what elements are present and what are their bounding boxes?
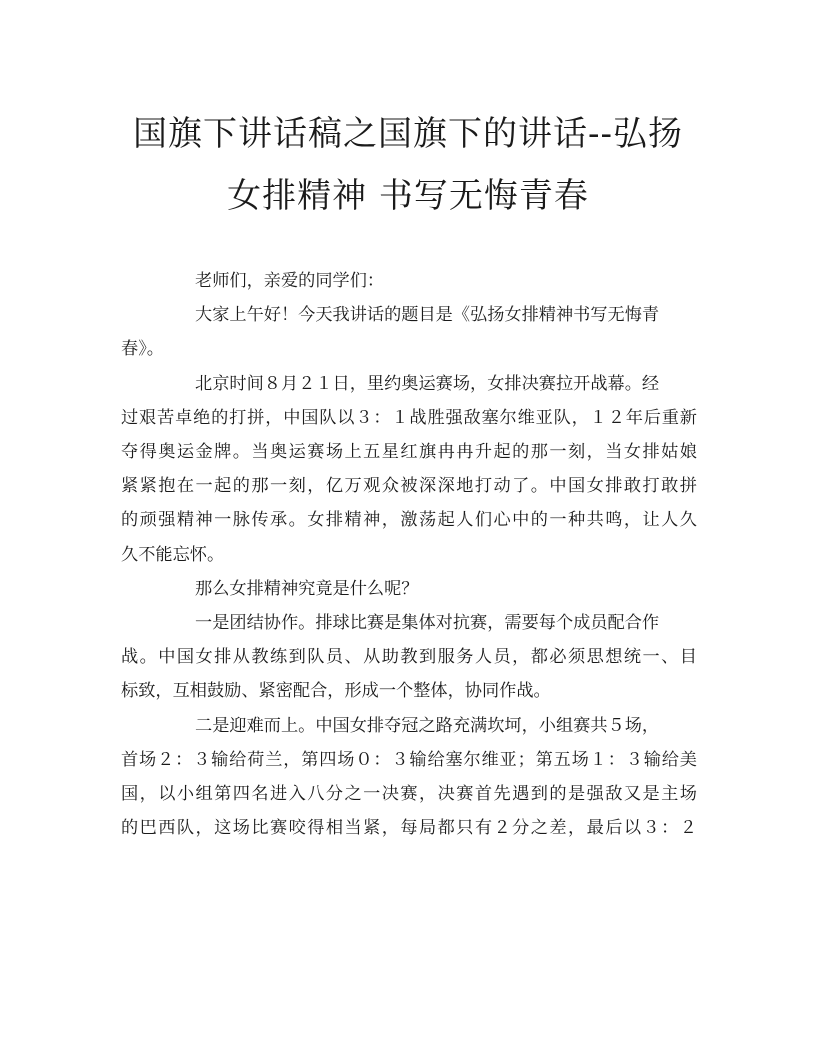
paragraph-line: 北京时间８月２１日，里约奥运赛场，女排决赛拉开战幕。经 (195, 373, 660, 394)
paragraph-line: 的巴西队，这场比赛咬得相当紧，每局都只有２分之差，最后以３：２ (121, 818, 697, 839)
paragraph-line: 过艰苦卓绝的打拼，中国队以３：１战胜强敌塞尔维亚队，１２年后重新 (121, 407, 697, 428)
document-title-line-2: 女排精神 书写无悔青春 (227, 176, 589, 216)
paragraph-2 (121, 367, 697, 572)
paragraph-line: 那么女排精神究竟是什么呢？ (195, 578, 419, 599)
paragraph-3 (121, 572, 697, 606)
document-body (121, 264, 697, 845)
paragraph-line: 久不能忘怀。 (121, 544, 225, 565)
paragraph-line: 夺得奥运金牌。当奥运赛场上五星红旗冉冉升起的那一刻，当女排姑娘 (121, 442, 697, 463)
paragraph-line: 紧紧抱在一起的那一刻，亿万观众被深深地打动了。中国女排敢打敢拼 (121, 476, 697, 497)
paragraph-line: 战。中国女排从教练到队员、从助教到服务人员，都必须思想统一、目 (121, 647, 697, 668)
paragraph-line: 标致，互相鼓励、紧密配合，形成一个整体，协同作战。 (121, 681, 551, 702)
paragraph-line: 国，以小组第四名进入八分之一决赛，决赛首先遇到的是强敌又是主场 (121, 784, 697, 805)
paragraph-line: 春》。 (121, 339, 164, 360)
paragraph-line: 二是迎难而上。中国女排夺冠之路充满坎坷，小组赛共５场， (195, 715, 660, 736)
greeting: 老师们，亲爱的同学们： (195, 271, 385, 291)
paragraph-1 (121, 298, 697, 366)
paragraph-5 (121, 709, 697, 846)
paragraph-line: 一是团结协作。排球比赛是集体对抗赛，需要每个成员配合作 (195, 613, 660, 634)
paragraph-line: 大家上午好！今天我讲话的题目是《弘扬女排精神书写无悔青 (195, 305, 660, 326)
paragraph-line: 首场２：３输给荷兰，第四场０：３输给塞尔维亚；第五场１：３输给美 (121, 749, 697, 770)
document-title-line-1: 国旗下讲话稿之国旗下的讲话--弘扬 (133, 114, 683, 154)
paragraph-line: 的顽强精神一脉传承。女排精神，激荡起人们心中的一种共鸣，让人久 (121, 510, 697, 531)
paragraph-4 (121, 606, 697, 709)
